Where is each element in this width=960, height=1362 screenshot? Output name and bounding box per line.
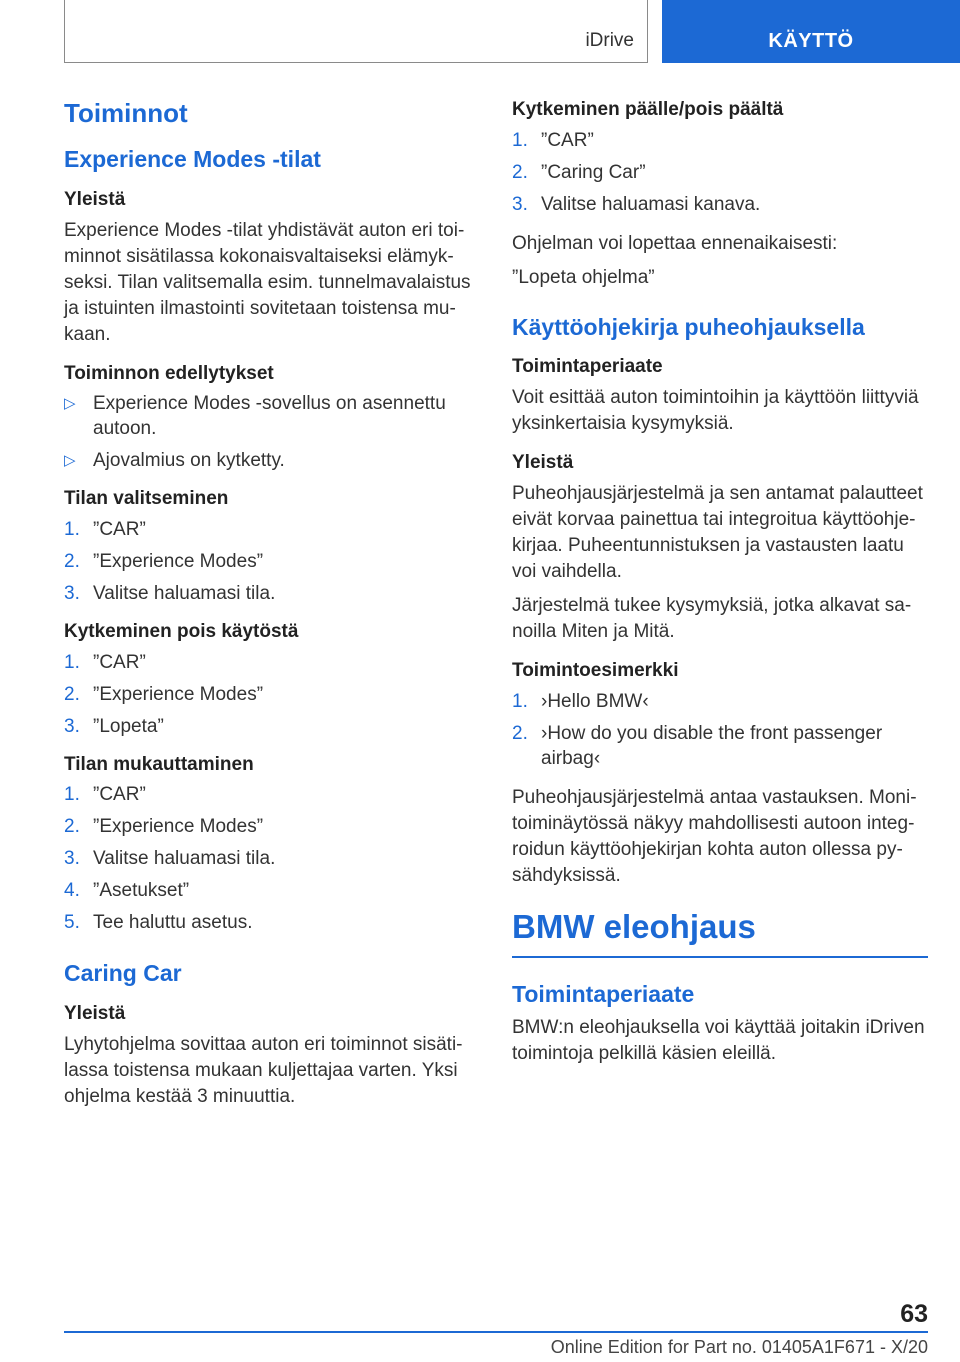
list-item: 2. ”Experience Modes” <box>64 551 264 572</box>
footer-divider <box>64 1331 928 1333</box>
list-item: 3. ”Lopeta” <box>64 715 164 737</box>
voice-example-text: Puheohjausjärjestelmä antaa vastauksen. Monitoiminäytössä näkyy mahdollisesti autoon integroidun käyttöohjekirjan kohta auton ollessa pysähdyksissä. <box>512 786 917 886</box>
list-item: 1. ›Hello BMW‹ <box>512 690 649 712</box>
experience-general-heading: Yleistä <box>64 188 126 210</box>
list-item: ▷ Ajovalmius on kytketty. <box>64 450 285 472</box>
left-column <box>64 98 474 1124</box>
list-item: 2. ›How do you disable the front passenger airbag‹ <box>512 722 883 769</box>
customize-heading: Tilan mukauttaminen <box>64 753 254 775</box>
voice-principle-text: Voit esittää auton toimintoihin ja käyttöön liittyviä yksinkertaisia kysymyksiä. <box>512 387 919 435</box>
prereq-heading: Toiminnon edellytykset <box>64 362 274 384</box>
list-item: 2. ”Experience Modes” <box>64 683 264 705</box>
list-item: 1. ”CAR” <box>64 651 146 673</box>
list-item: ▷ Experience Modes -sovellus on asennettu autoon. <box>64 393 446 440</box>
onoff-text-2: ”Lopeta ohjelma” <box>512 266 655 288</box>
header-chapter-tab: KÄYTTÖ <box>662 0 960 63</box>
prereq-list <box>64 391 474 473</box>
voice-general-heading: Yleistä <box>512 452 574 474</box>
onoff-text-1: Ohjelman voi lopettaa ennenaikaisesti: <box>512 232 838 254</box>
header-frame <box>64 0 648 63</box>
caring-car-title: Caring Car <box>64 960 182 987</box>
caring-general-text: Lyhytohjelma sovittaa auton eri toiminnot sisätilassa toistensa mukaan kuljettajaa varten. Yksi ohjelma kestää 3 minuuttia. <box>64 1033 463 1107</box>
footer-edition: Online Edition for Part no. 01405A1F671 - X/20 <box>550 1337 928 1357</box>
caring-general-heading: Yleistä <box>64 1003 126 1025</box>
gesture-control-title: BMW eleohjaus <box>512 907 928 959</box>
page-number: 63 <box>900 1300 928 1328</box>
voice-manual-title: Käyttöohjekirja puheohjauksella <box>512 313 865 340</box>
triangle-bullet-icon: ▷ <box>64 452 76 470</box>
gesture-principle-title: Toimintaperiaate <box>512 981 695 1008</box>
voice-general-text-2: Järjestelmä tukee kysymyksiä, jotka alkavat sanoilla Miten ja Mitä. <box>512 594 912 642</box>
list-item: 5. Tee haluttu asetus. <box>64 912 253 934</box>
list-item: 3. Valitse haluamasi tila. <box>64 583 276 604</box>
voice-principle-heading: Toimintaperiaate <box>512 356 663 378</box>
voice-general-text-1: Puheohjausjärjestelmä ja sen antamat palautteet eivät korvaa painettua tai integroitua käyttöohjekirjaa. Puheentunnistuksen ja vastausten laatu voi vaihdella. <box>512 482 923 582</box>
triangle-bullet-icon: ▷ <box>64 395 76 413</box>
list-item: 1. ”CAR” <box>64 519 146 540</box>
list-item: 4. ”Asetukset” <box>64 880 190 902</box>
right-column <box>512 98 928 1081</box>
voice-example-heading: Toimintoesimerkki <box>512 659 679 681</box>
switch-off-steps <box>64 650 474 739</box>
section-title-functions: Toiminnot <box>64 98 188 128</box>
list-item: 2. ”Experience Modes” <box>64 816 264 838</box>
onoff-heading: Kytkeminen päälle/pois päältä <box>512 99 784 120</box>
experience-modes-title: Experience Modes -tilat <box>64 146 321 173</box>
voice-example-steps <box>512 689 928 771</box>
experience-general-text: Experience Modes -tilat yhdistävät auton eri toiminnot sisätilassa kokonaisvaltaiseksi elämykseksi. Tilan valitsemalla esim. tunnelmavalaistus ja istuinten ilmastointi sovitetaan toistensa mukaan. <box>64 219 471 345</box>
list-item: 2. ”Caring Car” <box>512 161 646 183</box>
select-mode-steps <box>64 517 474 606</box>
list-item: 3. Valitse haluamasi kanava. <box>512 193 761 215</box>
header-section-label: iDrive <box>585 30 634 51</box>
customize-steps <box>64 782 474 935</box>
gesture-principle-text: BMW:n eleohjauksella voi käyttää joitakin iDriven toimintoja pelkillä käsien eleillä. <box>512 1016 925 1064</box>
list-item: 1. ”CAR” <box>64 784 146 806</box>
switch-off-heading: Kytkeminen pois käytöstä <box>64 621 299 642</box>
onoff-steps <box>512 128 928 217</box>
list-item: 1. ”CAR” <box>512 129 594 151</box>
list-item: 3. Valitse haluamasi tila. <box>64 848 276 870</box>
select-mode-heading: Tilan valitseminen <box>64 488 229 510</box>
